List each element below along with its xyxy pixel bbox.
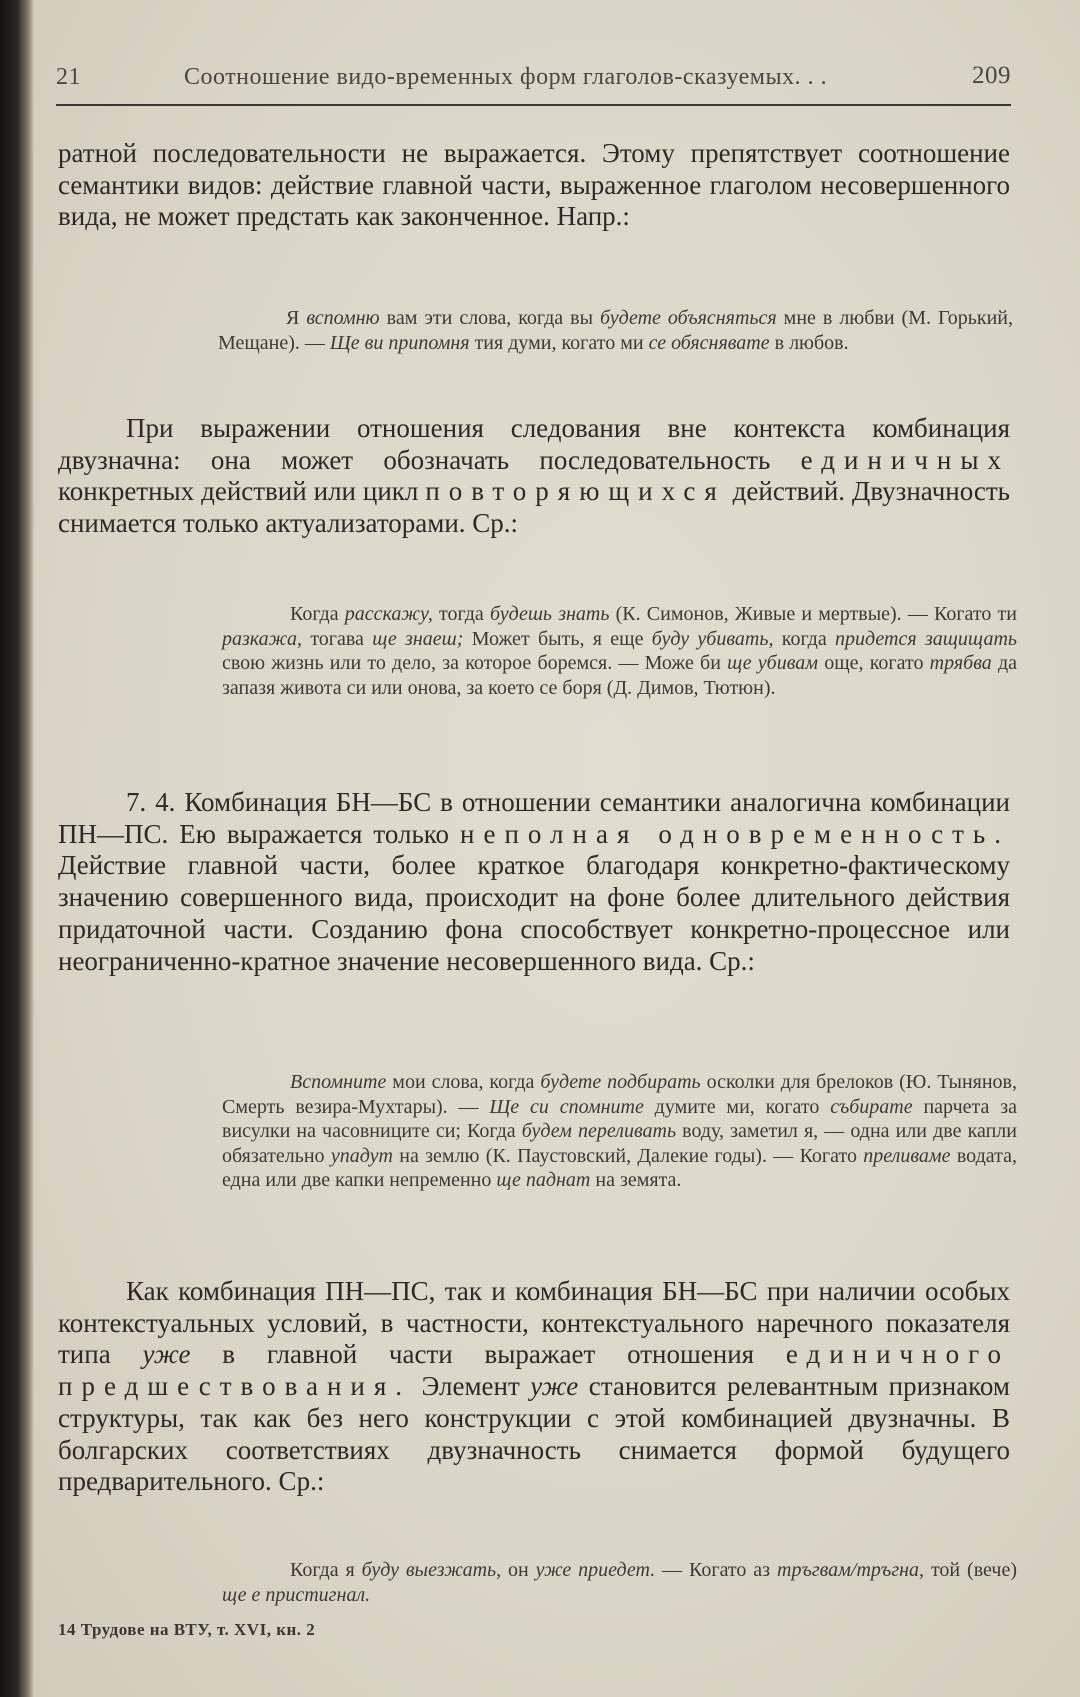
paragraph-2-part: конкретных действий или цикл [58, 476, 426, 507]
paragraph-4-italic: уже [530, 1371, 579, 1402]
paragraph-2-part: действий. Двузначность снимается только актуализаторами. Ср.: [58, 476, 1010, 539]
paragraph-3-spaced: неполная одновременность. [460, 818, 1010, 849]
example-quote-1 [218, 306, 1013, 355]
quote-2-italic: расскажу, [344, 603, 433, 625]
paragraph-2-part: При выражении отношения следования вне контекста комбинация двузначна: она может обозначать последовательность [58, 413, 1010, 475]
example-quote-4 [222, 1558, 1017, 1607]
quote-1-italic: будете объясняться [600, 307, 777, 329]
quote-3-part: воду, заметил я, — одна или две капли обязательно [222, 1120, 1017, 1167]
quote-2-italic: разкажа, [222, 627, 302, 650]
quote-2-part: Когда [290, 603, 345, 625]
paragraph-3-part: Действие главной части, более краткое благодаря конкретно-фактическому значению совершенного вида, происходит на фоне более длительного действия придаточной части. Созданию фона способствует конкретно-процессное или неограниченно-кратное значение несовершенного вида. Ср.: [58, 850, 1010, 976]
quote-2-part: Может быть, я еще [463, 627, 652, 650]
quote-3-part: парчета за висулки на часовниците си; Когда [222, 1095, 1017, 1143]
paragraph-4 [58, 1276, 1010, 1498]
quote-4-part: — Когато аз [655, 1559, 777, 1581]
page-number: 209 [972, 62, 1011, 89]
quote-4-italic: ще е пристигнал. [222, 1583, 371, 1606]
quote-1-part: в любов. [769, 331, 849, 354]
paragraph-1 [58, 138, 1010, 233]
quote-3-part: на землю (К. Паустовский, Далекие годы). — Когато [392, 1144, 864, 1167]
example-quote-3 [222, 1070, 1017, 1193]
quote-2-part: (К. Симонов, Живые и мертвые). — Когато ти [609, 603, 1017, 625]
quote-1-part: тия думи, когато ми [469, 331, 649, 354]
quote-2-italic: трябва [929, 652, 992, 675]
paragraph-2-spaced: повторяющихся [425, 476, 726, 507]
quote-4-part: Когда я [290, 1559, 362, 1581]
quote-2-italic: ще убивам [727, 652, 819, 675]
quote-3-italic: будете подбирать [540, 1071, 701, 1093]
quote-4-italic: тръгвам/тръгна, [777, 1559, 925, 1581]
header-rule [56, 104, 1011, 106]
chapter-number: 21 [56, 64, 81, 90]
paragraph-2-spaced: единичных [800, 444, 1010, 475]
printer-signature: 14 Трудове на ВТУ, т. XVI, кн. 2 [58, 1620, 316, 1639]
paragraph-4-part: Как комбинация ПН—ПС, так и комбинация БН—БС при наличии особых контекстуальных условий, в частности, контекстуального наречного показателя типа [58, 1276, 1010, 1370]
quote-3-italic: събирате [830, 1095, 913, 1118]
quote-4-italic: уже приедет. [535, 1559, 656, 1581]
quote-3-part: мои слова, когда [386, 1071, 541, 1093]
book-binding-shadow [0, 0, 34, 1697]
quote-3-part: думите ми, когато [643, 1095, 831, 1118]
quote-3-italic: преливаме [863, 1144, 951, 1167]
quote-2-part: да запазя живота си или онова, за което се боря (Д. Димов, Тютюн). [222, 652, 1017, 699]
quote-1-italic: се обяснявате [648, 331, 770, 354]
running-title: Соотношение видо-временных форм глаголов-сказуемых. . . [184, 64, 828, 90]
paragraph-4-italic: уже [142, 1339, 191, 1370]
quote-3-italic: ще паднат [496, 1169, 591, 1192]
quote-3-part: на земята. [590, 1169, 682, 1192]
quote-2-italic: придется защищать [835, 627, 1017, 650]
paragraph-2 [58, 413, 1010, 540]
paragraph-4-part: в главной части выражает отношения [190, 1339, 786, 1370]
quote-3-part: осколки для брелоков (Ю. Тынянов, Смерть везира-Мухтары). — [222, 1071, 1017, 1118]
quote-2-italic: будешь знать [489, 603, 610, 625]
quote-2-part: свою жизнь или то дело, за которое боремся. — Може би [222, 652, 728, 675]
quote-1-part: мне в любви (М. Горький, Мещане). — [218, 307, 1014, 354]
paragraph-3 [58, 787, 1010, 977]
example-quote-2 [222, 602, 1017, 700]
quote-2-italic: ще знаеш; [372, 627, 464, 650]
quote-3-italic: упадут [330, 1144, 393, 1167]
paragraph-3-part: 7. 4. Комбинация БН—БС в отношении семантики аналогична комбинации ПН—ПС. Ею выражается только [58, 787, 1010, 849]
quote-1-part: вам эти слова, когда вы [379, 307, 601, 329]
paragraph-4-spaced: единичного предшествования. [58, 1339, 1010, 1402]
quote-2-part: тогава [302, 627, 373, 650]
quote-2-part: тогда [432, 603, 490, 625]
quote-3-italic: Ще си спомните [489, 1095, 644, 1118]
quote-3-italic: Вспомните [290, 1071, 387, 1093]
quote-3-part: водата, една или две капки непременно [222, 1144, 1017, 1192]
quote-1-italic: вспомню [306, 307, 380, 329]
running-header [56, 60, 1011, 96]
quote-1-part: Я [286, 307, 307, 329]
quote-2-italic: буду убивать, [651, 627, 774, 650]
quote-4-part: он [501, 1559, 536, 1581]
quote-3-italic: будем переливать [521, 1120, 677, 1143]
paragraph-1-text: ратной последовательности не выражается. Этому препятствует соотношение семантики видов: действие главной части, выраженное глаголом несовершенного вида, не может предстать как законченное. Напр.: [58, 138, 1010, 232]
quote-4-italic: буду выезжать, [361, 1559, 502, 1581]
quote-4-part: той (вече) [924, 1559, 1017, 1581]
paragraph-4-part: Элемент [411, 1371, 531, 1402]
quote-2-part: още, когато [818, 652, 930, 675]
paragraph-4-part: становится релевантным признаком структуры, так как без него конструкции с этой комбинацией двузначны. В болгарских соответствиях двузначность снимается формой будущего предварительного. Ср.: [58, 1371, 1010, 1497]
quote-2-part: когда [773, 627, 836, 650]
quote-1-italic: Ще ви припомня [329, 331, 470, 354]
